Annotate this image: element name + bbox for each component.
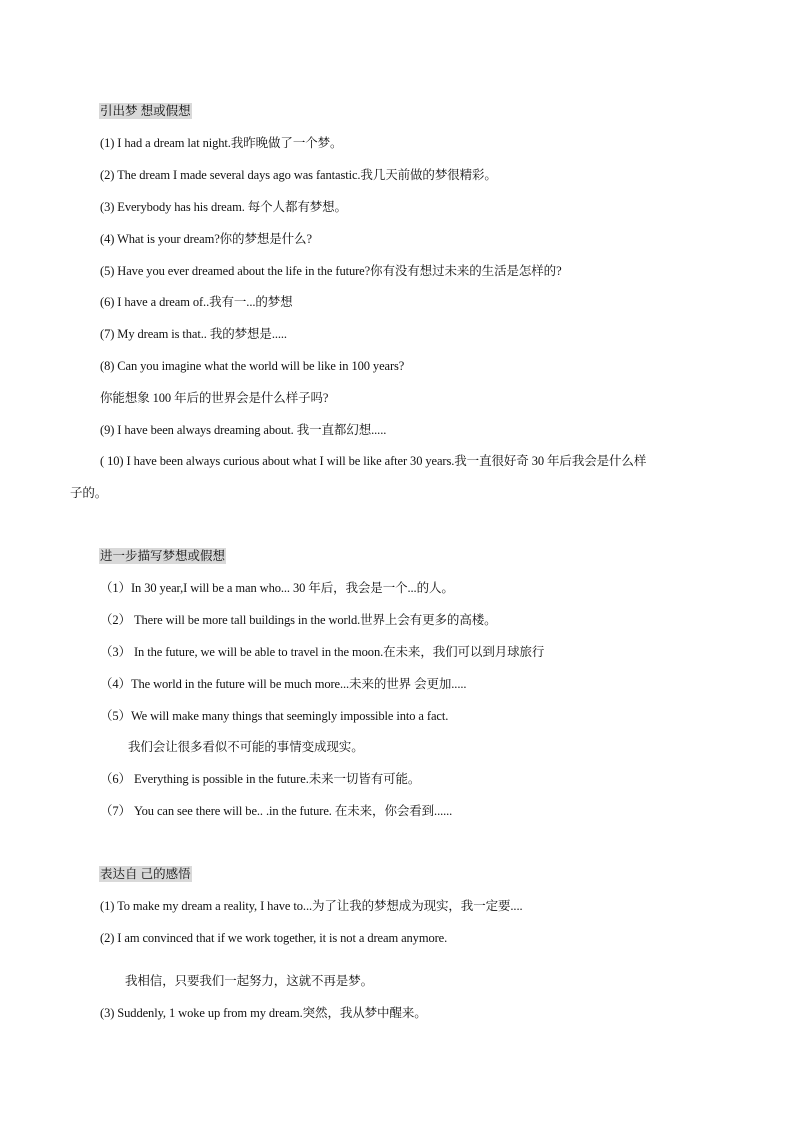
sentence-translation-line: 我相信，只要我们一起努力，这就不再是梦。	[125, 974, 374, 988]
sentence-line: （5）We will make many things that seemingly impossible into a fact.	[100, 709, 449, 723]
sentence-line: (7) My dream is that.. 我的梦想是.....	[100, 327, 287, 341]
sentence-line: （3） In the future, we will be able to travel in the moon.在未来，我们可以到月球旅行	[100, 645, 545, 659]
sentence-line: (8) Can you imagine what the world will be like in 100 years?	[100, 359, 405, 373]
sentence-translation-line: 我们会让很多看似不可能的事情变成现实。	[128, 740, 364, 754]
section-heading-express-feelings: 表达自 己的感悟	[100, 867, 191, 881]
sentence-line: (1) I had a dream lat night.我昨晚做了一个梦。	[100, 136, 343, 150]
sentence-line-continuation: 子的。	[70, 486, 108, 500]
sentence-line: (9) I have been always dreaming about. 我一直都幻想.....	[100, 423, 387, 437]
section-heading-intro-dream: 引出梦 想或假想	[100, 104, 191, 118]
sentence-line: (3) Everybody has his dream. 每个人都有梦想。	[100, 200, 347, 214]
sentence-line: （2） There will be more tall buildings in the world.世界上会有更多的高楼。	[100, 613, 497, 627]
sentence-line: (2) I am convinced that if we work together, it is not a dream anymore.	[100, 931, 448, 945]
sentence-line: （1）In 30 year,I will be a man who... 30 年后，我会是一个...的人。	[100, 581, 454, 595]
sentence-line: （4）The world in the future will be much more...未来的世界 会更加.....	[100, 677, 467, 691]
sentence-line: ( 10) I have been always curious about what I will be like after 30 years.我一直很好奇 30 年后我会是什么样	[100, 454, 647, 468]
sentence-line: (4) What is your dream?你的梦想是什么?	[100, 232, 312, 246]
sentence-line: （7） You can see there will be.. .in the future. 在未来，你会看到......	[100, 804, 453, 818]
sentence-line: (1) To make my dream a reality, I have to...为了让我的梦想成为现实，我一定要....	[100, 899, 523, 913]
sentence-line: (5) Have you ever dreamed about the life in the future?你有没有想过未来的生活是怎样的?	[100, 264, 562, 278]
sentence-line: (6) I have a dream of..我有一...的梦想	[100, 295, 293, 309]
section-heading-describe-dream: 进一步描写梦想或假想	[100, 549, 226, 563]
sentence-line: (3) Suddenly, 1 woke up from my dream.突然，我从梦中醒来。	[100, 1006, 427, 1020]
sentence-line: （6） Everything is possible in the future.未来一切皆有可能。	[100, 772, 421, 786]
sentence-translation-line: 你能想象 100 年后的世界会是什么样子吗?	[100, 391, 329, 405]
sentence-line: (2) The dream I made several days ago was fantastic.我几天前做的梦很精彩。	[100, 168, 497, 182]
